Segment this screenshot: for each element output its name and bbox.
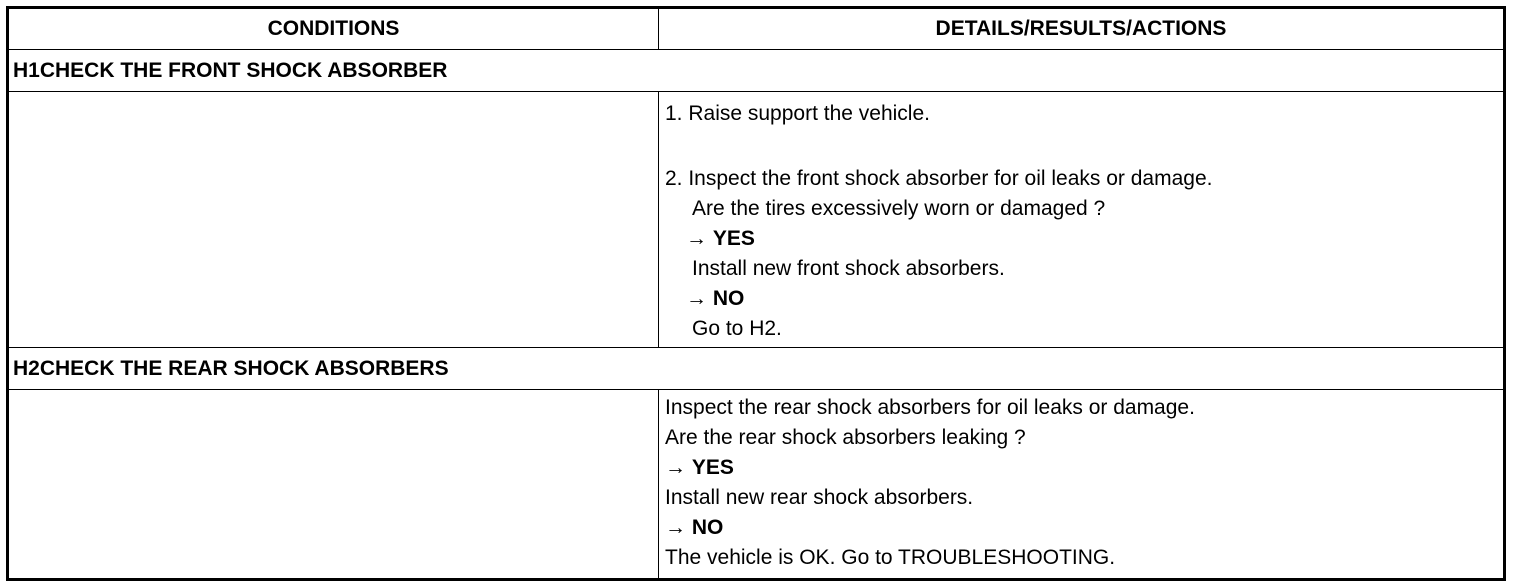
diagnostic-table	[6, 6, 1506, 581]
details-header: DETAILS/RESULTS/ACTIONS	[935, 17, 1227, 40]
h2-body-row	[9, 390, 1503, 580]
h1-body-row	[9, 92, 1503, 348]
arrow-right-icon: →	[665, 516, 686, 539]
h1-step-1: 1. Raise support the vehicle.	[665, 102, 930, 125]
h1-yes-label: YES	[712, 227, 755, 250]
h2-conditions-cell	[9, 390, 659, 580]
h1-yes-result	[665, 224, 1503, 254]
table-header-row	[9, 9, 1503, 50]
h2-instruction: Inspect the rear shock absorbers for oil leaks or damage.	[665, 396, 1195, 419]
h1-details-cell	[659, 92, 1503, 347]
h1-no-label: NO	[712, 287, 745, 310]
h1-no-action: Go to H2.	[692, 317, 782, 340]
h2-yes-action: Install new rear shock absorbers.	[665, 486, 974, 509]
h1-yes-action: Install new front shock absorbers.	[692, 257, 1005, 280]
h2-yes-result	[665, 453, 1503, 483]
h2-yes-label: YES	[691, 456, 734, 479]
h2-no-action: The vehicle is OK. Go to TROUBLESHOOTING.	[665, 546, 1116, 569]
h1-step-2: 2. Inspect the front shock absorber for oil leaks or damage.	[665, 167, 1213, 190]
h1-conditions-cell	[9, 92, 659, 347]
h2-details-cell	[659, 390, 1503, 580]
arrow-right-icon: →	[686, 227, 707, 250]
h1-no-result	[665, 284, 1503, 314]
arrow-right-icon: →	[686, 287, 707, 310]
h2-no-label: NO	[691, 516, 724, 539]
h2-section-title: H2CHECK THE REAR SHOCK ABSORBERS	[9, 348, 1503, 390]
h2-question: Are the rear shock absorbers leaking ?	[665, 426, 1026, 449]
conditions-header: CONDITIONS	[9, 9, 659, 49]
arrow-right-icon: →	[665, 456, 686, 479]
h2-no-result	[665, 513, 1503, 543]
h1-section-title: H1CHECK THE FRONT SHOCK ABSORBER	[9, 50, 1503, 92]
h1-question: Are the tires excessively worn or damaged ?	[692, 197, 1106, 220]
h1-spacer	[665, 129, 1503, 164]
